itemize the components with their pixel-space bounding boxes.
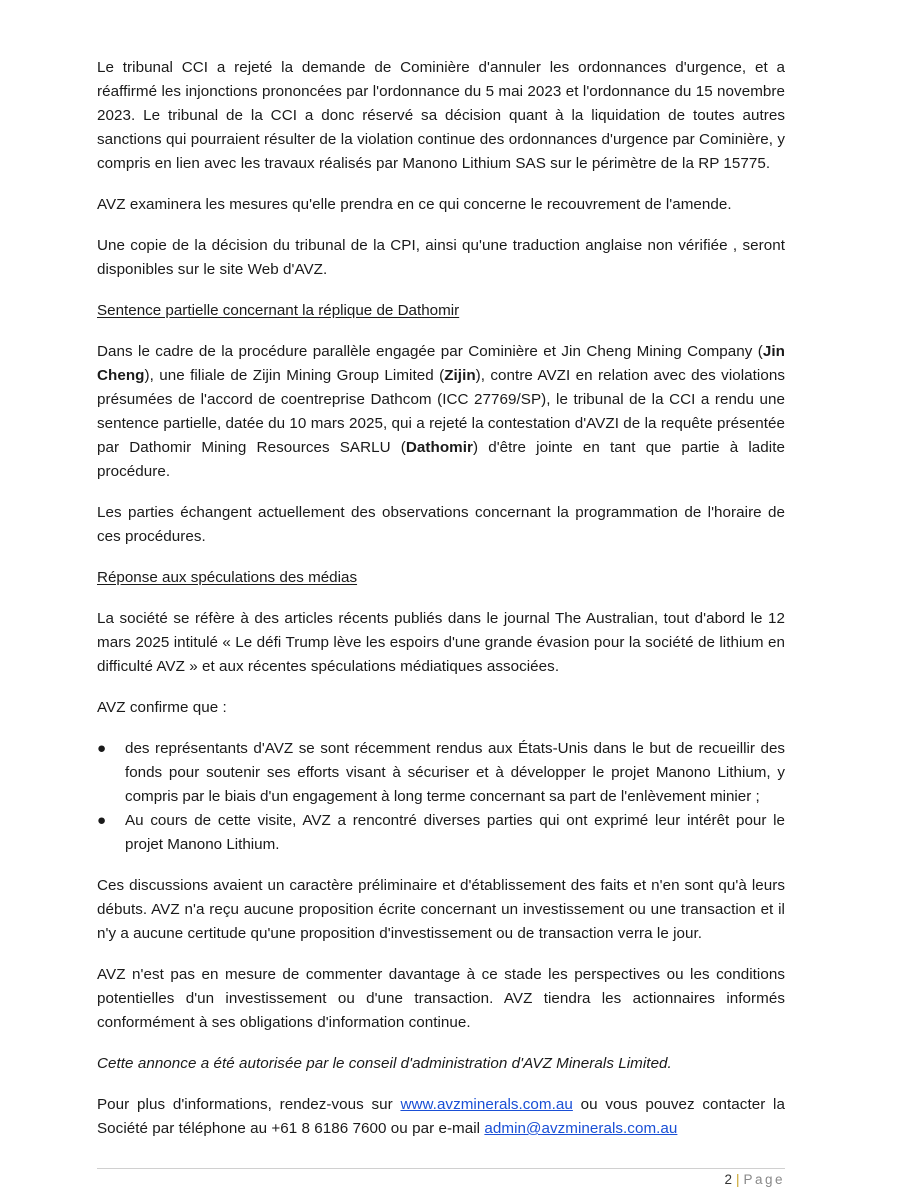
heading-partial-award: Sentence partielle concernant la réplique de Dathomir xyxy=(97,302,460,319)
confirmation-list xyxy=(97,737,785,857)
bold-zijin: Zijin xyxy=(444,367,476,384)
paragraph-discussions: Ces discussions avaient un caractère préliminaire et d'établissement des faits et n'en sont qu'à leurs débuts. AVZ n'a reçu aucune proposition écrite concernant un investissement ou une transaction et il n'y a aucune certitude qu'une proposition d'investissement ou de transaction verra le jour. xyxy=(97,877,785,942)
paragraph-parallel-procedure xyxy=(97,340,785,484)
page-number: 2 xyxy=(724,1172,732,1187)
document-body xyxy=(97,56,785,1158)
p4-text-1: Dans le cadre de la procédure parallèle engagée par Cominière et Jin Cheng Mining Company ( xyxy=(97,343,763,360)
bullet-icon: ● xyxy=(97,812,107,829)
page-footer xyxy=(724,1172,785,1187)
website-link[interactable]: www.avzminerals.com.au xyxy=(400,1096,573,1113)
list-item-text: Au cours de cette visite, AVZ a rencontré diverses parties qui ont exprimé leur intérêt pour le projet Manono Lithium. xyxy=(125,812,785,853)
footer-separator: | xyxy=(735,1172,740,1187)
paragraph-authorisation: Cette annonce a été autorisée par le conseil d'administration d'AVZ Minerals Limited. xyxy=(97,1055,672,1072)
paragraph-tribunal-decision: Le tribunal CCI a rejeté la demande de Cominière d'annuler les ordonnances d'urgence, et a réaffirmé les injonctions prononcées par l'ordonnance du 5 mai 2023 et l'ordonnance du 15 novembre 2023. Le tribunal de la CCI a donc réservé sa décision quant à la liquidation de toutes autres sanctions qui pourraient résulter de la violation continue des ordonnances d'urgence par Cominière, y compris en lien avec les travaux réalisés par Manono Lithium SAS sur le périmètre de la RP 15775. xyxy=(97,59,785,172)
paragraph-schedule: Les parties échangent actuellement des observations concernant la programmation de l'horaire de ces procédures. xyxy=(97,504,785,545)
p4-text-3: ), contre AVZI en relation avec des violations présumées de l'accord de coentreprise Dathcom (ICC 27769/SP), le tribunal de la CCI a rendu une sentence partielle, datée du 10 mars 2025, qui a rejeté la contestation d'AVZI de la requête présentée par Dathomir Mining Resources SARLU ( xyxy=(97,367,785,456)
paragraph-no-comment: AVZ n'est pas en mesure de commenter davantage à ce stade les perspectives ou les conditions potentielles d'un investissement ou d'une transaction. AVZ tiendra les actionnaires informés conformément à ses obligations d'information continue. xyxy=(97,966,785,1031)
list-item-text: des représentants d'AVZ se sont récemment rendus aux États-Unis dans le but de recueillir des fonds pour soutenir ses efforts visant à sécuriser et à développer le projet Manono Lithium, y compris par le biais d'un engagement à long terme concernant sa part de l'enlèvement minier ; xyxy=(125,740,785,805)
bullet-icon: ● xyxy=(97,740,107,757)
contact-text-2: ou vous pouvez contacter la Société par téléphone au +61 8 6186 7600 ou par e-mail xyxy=(97,1096,785,1137)
email-link[interactable]: admin@avzminerals.com.au xyxy=(484,1120,678,1137)
page-label: Page xyxy=(743,1172,785,1187)
contact-text-1: Pour plus d'informations, rendez-vous sur xyxy=(97,1096,401,1113)
heading-media-response: Réponse aux spéculations des médias xyxy=(97,569,358,586)
paragraph-decision-copy: Une copie de la décision du tribunal de la CPI, ainsi qu'une traduction anglaise non vérifiée , seront disponibles sur le site Web d'AVZ. xyxy=(97,237,785,278)
p4-text-2: ), une filiale de Zijin Mining Group Limited ( xyxy=(144,367,445,384)
paragraph-avz-confirms: AVZ confirme que : xyxy=(97,699,227,716)
bold-jin-cheng: Jin Cheng xyxy=(97,343,785,384)
list-item xyxy=(97,809,785,857)
p4-text-4: ) d'être jointe en tant que partie à ladite procédure. xyxy=(97,439,785,480)
paragraph-articles: La société se réfère à des articles récents publiés dans le journal The Australian, tout d'abord le 12 mars 2025 intitulé « Le défi Trump lève les espoirs d'une grande évasion pour la société de lithium en difficulté AVZ » et aux récentes spéculations médiatiques associées. xyxy=(97,610,785,675)
paragraph-contact xyxy=(97,1093,785,1141)
paragraph-fine-recovery: AVZ examinera les mesures qu'elle prendra en ce qui concerne le recouvrement de l'amende. xyxy=(97,196,732,213)
footer-divider xyxy=(97,1168,785,1169)
list-item xyxy=(97,737,785,809)
bold-dathomir: Dathomir xyxy=(405,439,473,456)
